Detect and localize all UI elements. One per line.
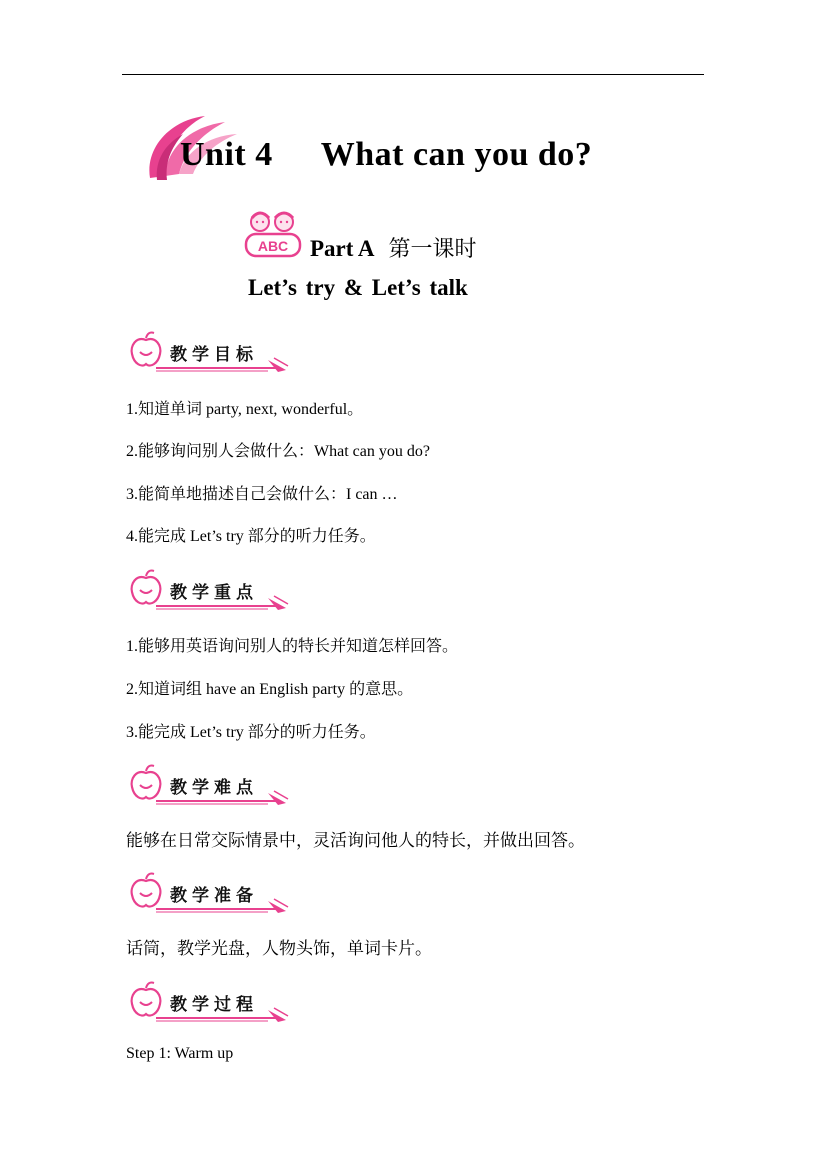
kids-abc-icon	[242, 210, 304, 262]
section-heading-process	[128, 980, 298, 1024]
list-item: 能够在日常交际情景中，灵活询问他人的特长，并做出回答。	[126, 831, 585, 850]
list-item: 话筒，教学光盘，人物头饰，单词卡片。	[126, 939, 432, 958]
section-label: 教学重点	[170, 583, 258, 603]
list-item: 2.能够询问别人会做什么：What can you do?	[126, 443, 430, 460]
part-lesson: 第一课时	[388, 237, 477, 262]
unit-title	[180, 136, 592, 174]
unit-header	[145, 108, 665, 188]
list-item: Step 1: Warm up	[126, 1045, 234, 1062]
lesson-subtitle: Let’s try & Let’s talk	[248, 275, 468, 300]
section-label: 教学目标	[170, 345, 258, 365]
section-heading-objectives	[128, 330, 298, 374]
section-heading-key-points	[128, 568, 298, 612]
svg-text:ABC: ABC	[257, 238, 289, 254]
list-item: 1.知道单词 party, next, wonderful。	[126, 401, 364, 418]
header-rule	[122, 74, 704, 75]
list-item: 3.能简单地描述自己会做什么：I can …	[126, 486, 398, 503]
part-label: Part A	[310, 236, 375, 261]
list-item: 4.能完成 Let’s try 部分的听力任务。	[126, 528, 376, 545]
part-title	[310, 232, 477, 263]
section-heading-preparation	[128, 871, 298, 915]
unit-label: Unit 4	[180, 136, 273, 173]
unit-question: What can you do?	[320, 136, 593, 173]
list-item: 1.能够用英语询问别人的特长并知道怎样回答。	[126, 638, 459, 655]
section-label: 教学过程	[170, 995, 258, 1015]
section-label: 教学难点	[170, 778, 258, 798]
list-item: 2.知道词组 have an English party 的意思。	[126, 681, 414, 698]
section-heading-difficulties	[128, 763, 298, 807]
list-item: 3.能完成 Let’s try 部分的听力任务。	[126, 724, 376, 741]
section-label: 教学准备	[170, 886, 258, 906]
